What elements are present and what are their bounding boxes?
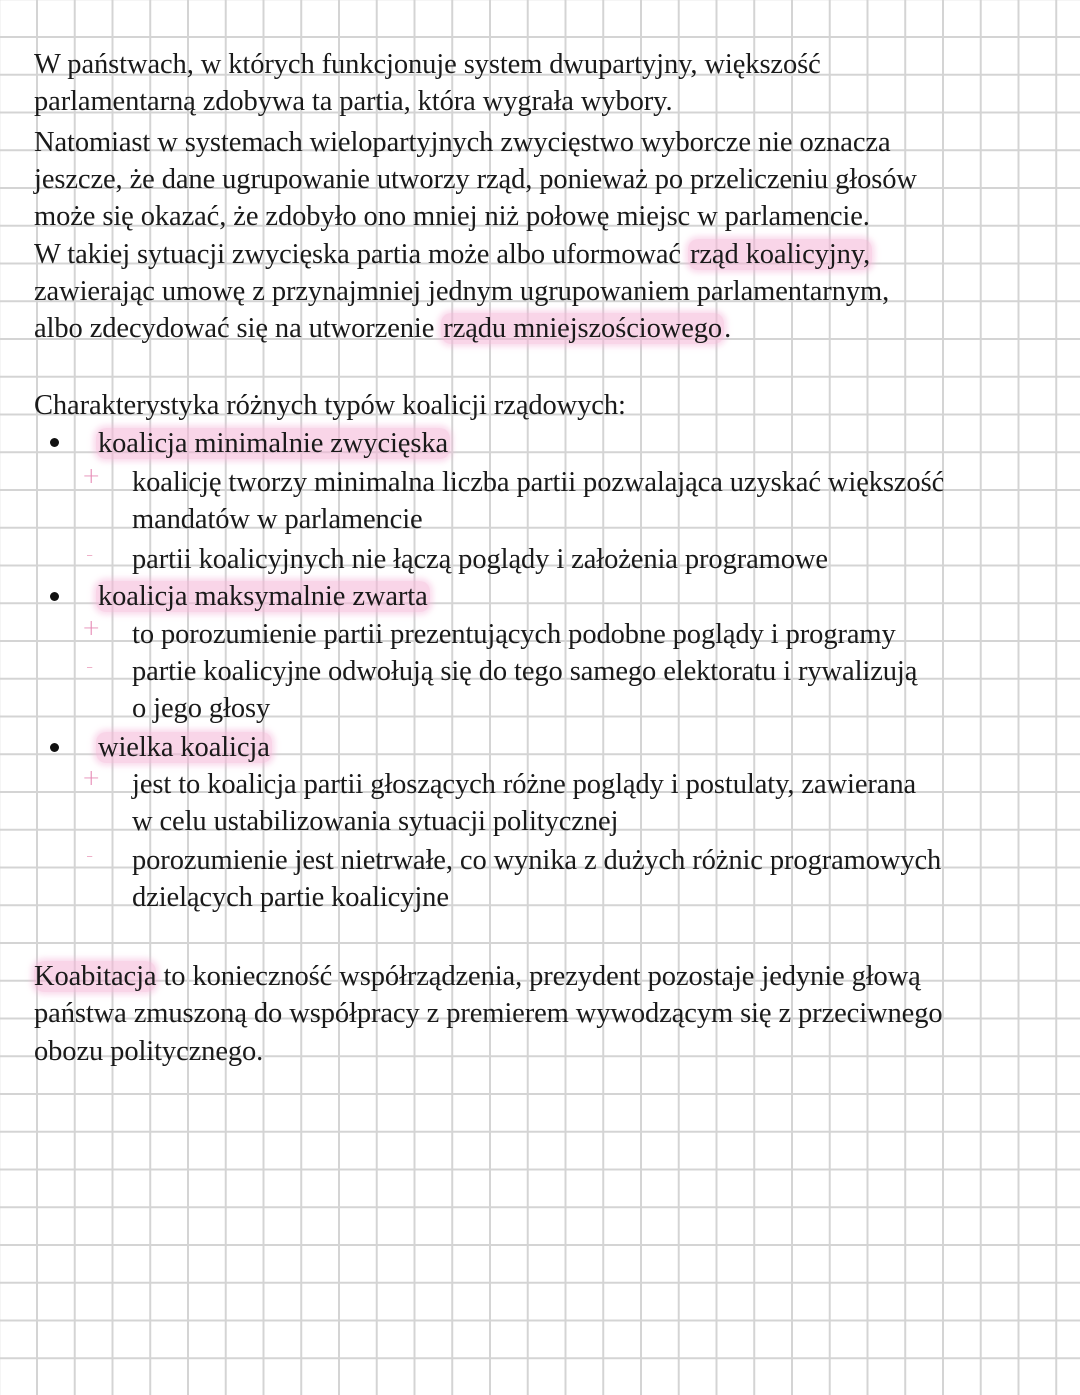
intro-line-6 [34,237,872,273]
con-line: partii koalicyjnych nie łączą poglądy i założenia programowe [132,544,828,575]
minus-icon: - [86,654,94,678]
intro-line-2: parlamentarną zdobywa ta partia, która wygrała wybory. [34,86,673,117]
cohabitation-line-2: państwa zmuszoną do współpracy z premierem wywodzącym się z przeciwnego [34,998,943,1029]
pro-line: koalicję tworzy minimalna liczba partii pozwalająca uzyskać większość [132,467,945,498]
plus-icon: + [82,616,101,641]
coalition-title: koalicja maksymalnie zwarta [98,581,428,612]
con-line: dzielących partie koalicyjne [132,882,449,913]
bullet-icon [50,743,59,752]
pro-line: to porozumienie partii prezentujących podobne poglądy i programy [132,619,896,650]
coalition-types-heading: Charakterystyka różnych typów koalicji rządowych: [34,390,626,421]
highlight-cohabitation-term: Koabitacja [34,961,157,992]
coalition-title: wielka koalicja [98,732,270,763]
minus-icon: - [86,542,94,566]
intro-line-6-text: W takiej sytuacji zwycięska partia może albo uformować [34,239,688,270]
intro-line-7: zawierając umowę z przynajmniej jednym ugrupowaniem parlamentarnym, [34,276,890,307]
coalition-title: koalicja minimalnie zwycięska [98,428,449,459]
cohabitation-line-1 [34,959,921,995]
intro-line-8-period: . [724,313,732,344]
intro-line-1: W państwach, w których funkcjonuje system dwupartyjny, większość [34,49,821,80]
con-line: porozumienie jest nietrwałe, co wynika z dużych różnic programowych [132,845,942,876]
bullet-icon [50,438,59,447]
coalition-title-line [96,579,430,615]
pro-line: w celu ustabilizowania sytuacji politycznej [132,806,619,837]
cohabitation-line-3: obozu politycznego. [34,1036,264,1067]
intro-line-8-text: albo zdecydować się na utworzenie [34,313,442,344]
intro-line-5: może się okazać, że zdobyło ono mniej niż połowę miejsc w parlamencie. [34,201,870,232]
minus-icon: - [86,843,94,867]
highlight-minority-government: rządu mniejszościowego [443,313,723,344]
intro-line-8 [34,311,731,347]
cohabitation-line-1-text: to konieczność współrządzenia, prezydent pozostaje jedynie głową [156,961,921,992]
coalition-title-line [96,426,450,462]
con-line: o jego głosy [132,693,271,724]
plus-icon: + [82,766,101,791]
intro-line-4: jeszcze, że dane ugrupowanie utworzy rząd, ponieważ po przeliczeniu głosów [34,164,917,195]
highlight-coalition-government: rząd koalicyjny, [689,239,871,270]
coalition-title-line [96,730,272,766]
con-line: partie koalicyjne odwołują się do tego samego elektoratu i rywalizują [132,656,918,687]
bullet-icon [50,592,59,601]
intro-line-3: Natomiast w systemach wielopartyjnych zwycięstwo wyborcze nie oznacza [34,127,891,158]
pro-line: mandatów w parlamencie [132,504,423,535]
plus-icon: + [82,464,101,489]
pro-line: jest to koalicja partii głoszących różne poglądy i postulaty, zawierana [132,769,917,800]
